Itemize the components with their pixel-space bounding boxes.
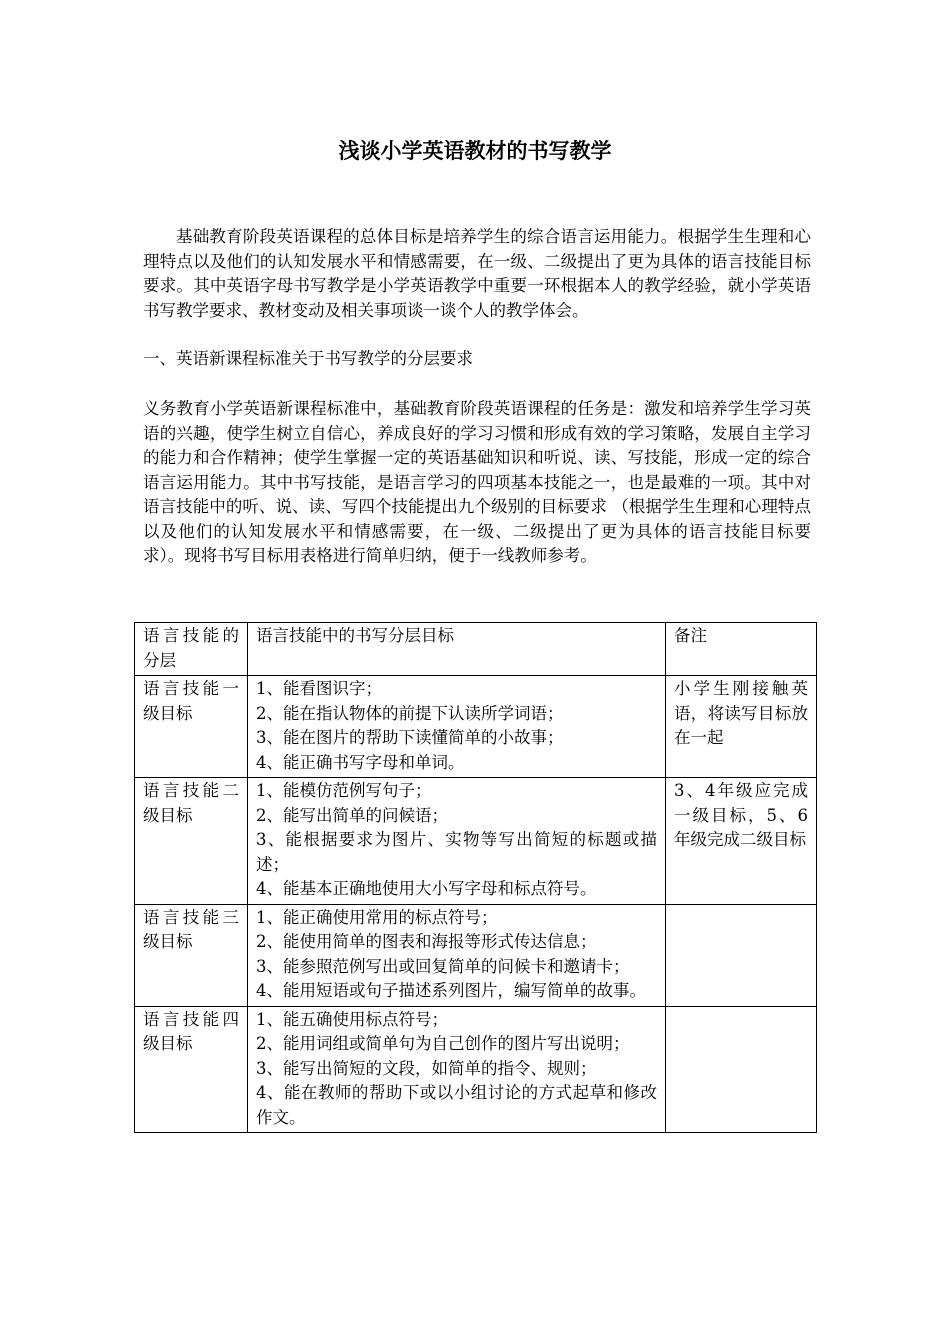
table-header-row bbox=[135, 623, 817, 676]
goal-item: 2、能用词组或简单句为自己创作的图片写出说明； bbox=[256, 1034, 630, 1053]
goal-item: 4、能正确书写字母和单词。 bbox=[256, 752, 465, 772]
header-note: 备注 bbox=[666, 623, 817, 676]
goal-item: 3、能根据要求为图片、实物等写出简短的标题或描述； bbox=[256, 830, 657, 874]
goal-item: 3、能在图片的帮助下读懂简单的小故事； bbox=[256, 728, 564, 747]
table-row bbox=[135, 1006, 817, 1133]
goals-cell bbox=[248, 1006, 666, 1133]
writing-goals-table bbox=[134, 622, 817, 1133]
goals-cell bbox=[248, 904, 666, 1006]
goal-item: 1、能模仿范例写句子； bbox=[256, 781, 432, 800]
note-cell: 小学生刚接触英语，将读写目标放在一起 bbox=[666, 676, 817, 778]
header-level: 语言技能的分层 bbox=[135, 623, 248, 676]
note-cell: 3、4年级应完成一级目标，5、6年级完成二级目标 bbox=[666, 778, 817, 905]
goal-item: 2、能在指认物体的前提下认读所学词语； bbox=[256, 703, 564, 723]
level-cell: 语言技能一级目标 bbox=[135, 676, 248, 778]
goal-item: 4、能用短语或句子描述系列图片，编写简单的故事。 bbox=[256, 981, 646, 1000]
document-title: 浅谈小学英语教材的书写教学 bbox=[338, 138, 612, 163]
note-cell bbox=[666, 1006, 817, 1133]
table-row bbox=[135, 904, 817, 1006]
goal-item: 1、能看图识字； bbox=[256, 679, 382, 698]
note-cell bbox=[666, 904, 817, 1006]
header-goals: 语言技能中的书写分层目标 bbox=[248, 623, 666, 676]
goal-item: 1、能正确使用常用的标点符号； bbox=[256, 907, 498, 927]
intro-paragraph: 基础教育阶段英语课程的总体目标是培养学生的综合语言运用能力。根据学生生理和心理特点以及他们的认知发展水平和情感需要，在一级、二级提出了更为具体的语言技能目标要求。其中英语字母书写教学是小学英语教学中重要一环根据本人的教学经验，就小学英语书写教学要求、教材变动及相关事项谈一谈个人的教学体会。 bbox=[143, 227, 811, 320]
section-heading: 一、英语新课程标准关于书写教学的分层要求 bbox=[143, 349, 473, 368]
goals-cell bbox=[248, 778, 666, 905]
goal-item: 2、能使用简单的图表和海报等形式传达信息； bbox=[256, 932, 597, 951]
level-cell: 语言技能四级目标 bbox=[135, 1006, 248, 1133]
level-cell: 语言技能三级目标 bbox=[135, 904, 248, 1006]
table-row bbox=[135, 778, 817, 905]
goal-item: 2、能写出简单的问候语； bbox=[256, 805, 448, 825]
table-row bbox=[135, 676, 817, 778]
goals-cell bbox=[248, 676, 666, 778]
goal-item: 3、能写出简短的文段，如简单的指令、规则； bbox=[256, 1058, 597, 1078]
goal-item: 1、能五确使用标点符号； bbox=[256, 1009, 448, 1029]
goal-item: 3、能参照范例写出或回复简单的问候卡和邀请卡； bbox=[256, 956, 630, 976]
goal-item: 4、能在教师的帮助下或以小组讨论的方式起草和修改作文。 bbox=[256, 1083, 657, 1127]
standards-paragraph: 义务教育小学英语新课程标准中，基础教育阶段英语课程的任务是：激发和培养学生学习英语的兴趣，使学生树立自信心，养成良好的学习习惯和形成有效的学习策略，发展自主学习的能力和合作精神；使学生掌握一定的英语基础知识和听说、读、写技能，形成一定的综合语言运用能力。其中书写技能，是语言学习的四项基本技能之一，也是最难的一项。其中对语言技能中的听、说、读、写四个技能提出九个级别的目标要求 （根据学生生理和心理特点以及他们的认知发展水平和情感需要，在一级、二级提出了更为具体的语言技能目标要求）。现将书写目标用表格进行简单归纳，便于一线教师参考。 bbox=[143, 399, 811, 565]
level-cell: 语言技能二级目标 bbox=[135, 778, 248, 905]
goal-item: 4、能基本正确地使用大小写字母和标点符号。 bbox=[256, 879, 597, 898]
